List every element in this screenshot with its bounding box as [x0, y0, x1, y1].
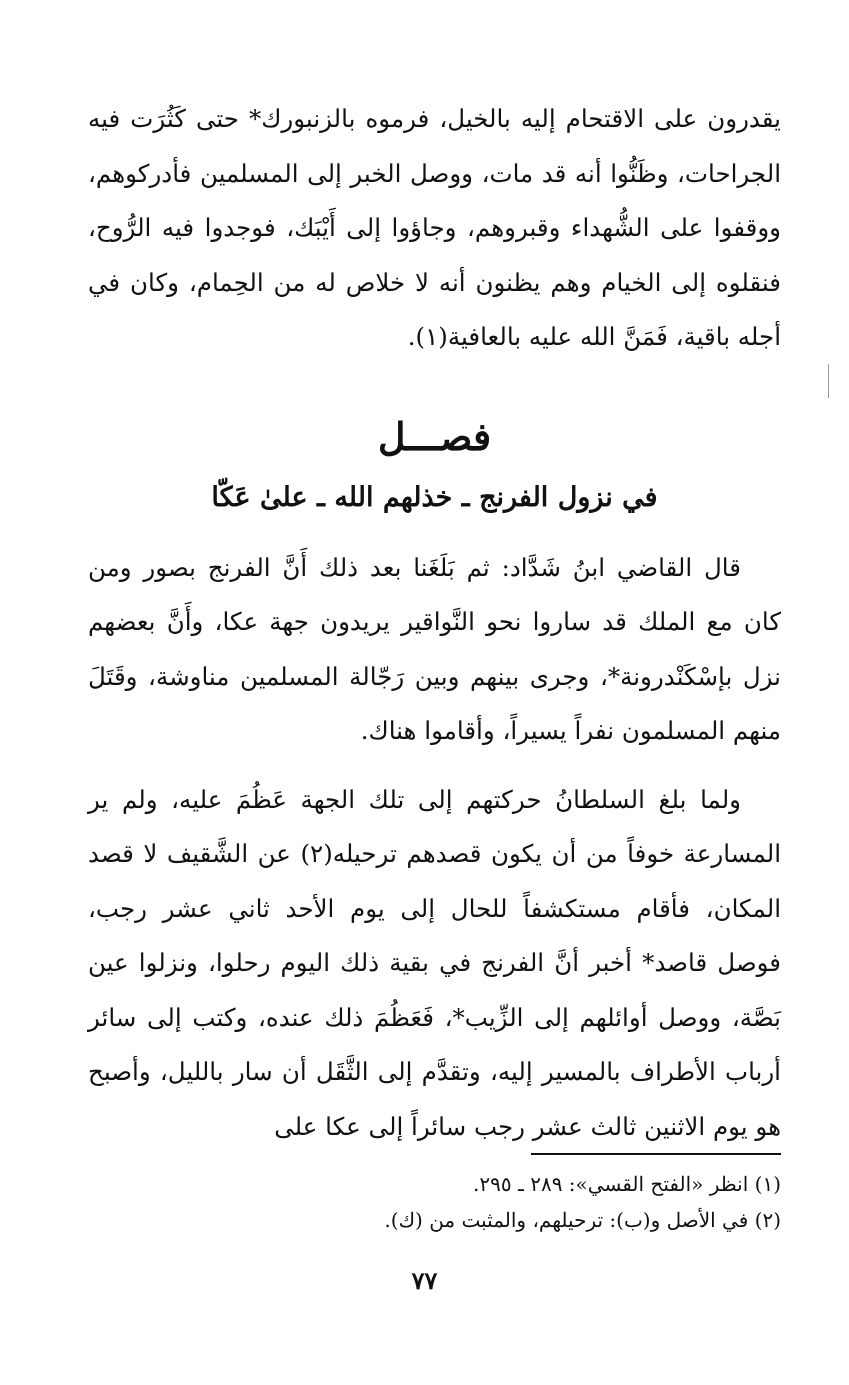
footnote-1: (١) انظر «الفتح القسي»: ٢٨٩ ـ ٢٩٥.	[473, 1172, 781, 1196]
page-number: ٧٧	[411, 1266, 438, 1295]
paragraph-ibn-shaddad: قال القاضي ابنُ شَدَّاد: ثم بَلَغَنا بعد ذلك أَنَّ الفرنج بصور ومن كان مع الملك قد ساروا نحو النَّواقير يريدون جهة عكا، وأَنَّ بعضهم نزل بإسْكَنْدرونة*، وجرى بينهم وبين رَجّالة المسلمين مناوشة، وقَتَلَ منهم المسلمون نفراً يسيراً، وأقاموا هناك.	[88, 552, 781, 745]
paragraph-top: يقدرون على الاقتحام إليه بالخيل، فرموه بالزنبورك* حتى كَثُرَت فيه الجراحات، وظَنُّوا أنه قد مات، ووصل الخبر إلى المسلمين فأدركوهم، ووقفوا على الشُّهداء وقبروهم، وجاؤوا إلى أَيْبَك، فوجدوا فيه الرُّوح، فنقلوه إلى الخيام وهم يظنون أنه لا خلاص له من الحِمام، وكان في أجله باقية، فَمَنَّ الله عليه بالعافية(١).	[88, 104, 781, 351]
footnotes	[88, 1166, 781, 1238]
paragraph-sultan: ولما بلغ السلطانُ حركتهم إلى تلك الجهة عَظُمَ عليه، ولم ير المسارعة خوفاً من أن يكون قصدهم ترحيله(٢) عن الشَّقيف لا قصد المكان، فأقام مستكشفاً للحال إلى يوم الأحد ثاني عشر رجب، فوصل قاصد* أخبر أنَّ الفرنج في بقية ذلك اليوم رحلوا، ونزلوا عين بَصَّة، ووصل أوائلهم إلى الزِّيب*، فَعَظُمَ ذلك عنده، وكتب إلى سائر أرباب الأطراف بالمسير إليه، وتقدَّم إلى الثَّقَل أن سار بالليل، وأصبح هو يوم الاثنين ثالث عشر رجب سائراً إلى عكا على	[88, 784, 782, 1141]
section-subtitle: في نزول الفرنج ـ خذلهم الله ـ علىٰ عَكّا	[211, 481, 658, 513]
margin-mark	[828, 364, 829, 398]
footnote-2: (٢) في الأصل و(ب): ترحيلهم، والمثبت من (ك).	[384, 1208, 781, 1232]
footnote-separator	[531, 1153, 781, 1155]
page-body	[88, 92, 781, 1154]
section-title: فصـــل	[377, 413, 492, 459]
